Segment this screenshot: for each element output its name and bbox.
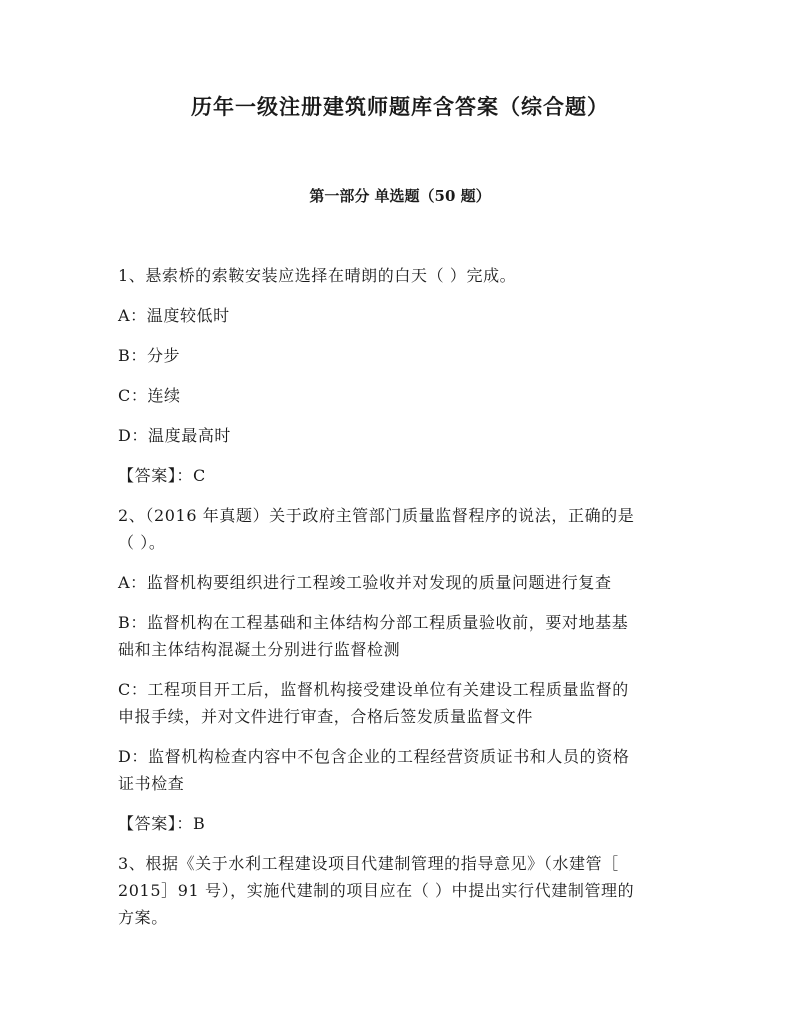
question-stem — [118, 850, 686, 931]
question-3 — [118, 850, 686, 931]
option-c — [118, 382, 686, 409]
option-a — [118, 569, 686, 596]
option-d — [118, 743, 686, 797]
option-text: D：监督机构检查内容中不包含企业的工程经营资质证书和人员的资格 — [118, 747, 630, 766]
question-stem-line: 3、根据《关于水利工程建设项目代建制管理的指导意见》（水建管［ — [118, 854, 619, 873]
option-text: 申报手续，并对文件进行审查，合格后签发质量监督文件 — [118, 707, 534, 726]
option-text: C：连续 — [118, 386, 181, 405]
question-stem-line: 2015］91 号），实施代建制的项目应在（ ）中提出实行代建制管理的 — [118, 881, 635, 900]
question-stem — [118, 262, 686, 289]
option-text: A：监督机构要组织进行工程竣工验收并对发现的质量问题进行复查 — [118, 573, 612, 592]
question-2 — [118, 502, 686, 837]
question-stem-line: 1、悬索桥的索鞍安装应选择在晴朗的白天（ ）完成。 — [118, 266, 517, 285]
section-title: 第一部分 单选题（50 题） — [309, 187, 491, 205]
option-text: C：工程项目开工后，监督机构接受建设单位有关建设工程质量监督的 — [118, 680, 629, 699]
question-stem-line: （ ）。 — [118, 533, 166, 552]
question-list — [118, 262, 686, 944]
question-stem-line: 2、（2016 年真题）关于政府主管部门质量监督程序的说法，正确的是 — [118, 506, 635, 525]
option-text: A：温度较低时 — [118, 306, 230, 325]
option-b — [118, 609, 686, 663]
answer-line — [118, 462, 686, 489]
option-c — [118, 676, 686, 730]
question-stem — [118, 502, 686, 556]
answer-text: 【答案】：C — [118, 466, 206, 485]
option-b — [118, 342, 686, 369]
option-text: D：温度最高时 — [118, 426, 232, 445]
option-text: B：分步 — [118, 346, 181, 365]
option-a — [118, 302, 686, 329]
answer-line — [118, 810, 686, 837]
option-text: 础和主体结构混凝土分别进行监督检测 — [118, 640, 401, 659]
document-title: 历年一级注册建筑师题库含答案（综合题） — [191, 94, 609, 119]
question-1 — [118, 262, 686, 489]
answer-text: 【答案】：B — [118, 814, 206, 833]
question-stem-line: 方案。 — [118, 908, 168, 927]
option-text: B：监督机构在工程基础和主体结构分部工程质量验收前，要对地基基 — [118, 613, 629, 632]
option-text: 证书检查 — [118, 774, 185, 793]
option-d — [118, 422, 686, 449]
